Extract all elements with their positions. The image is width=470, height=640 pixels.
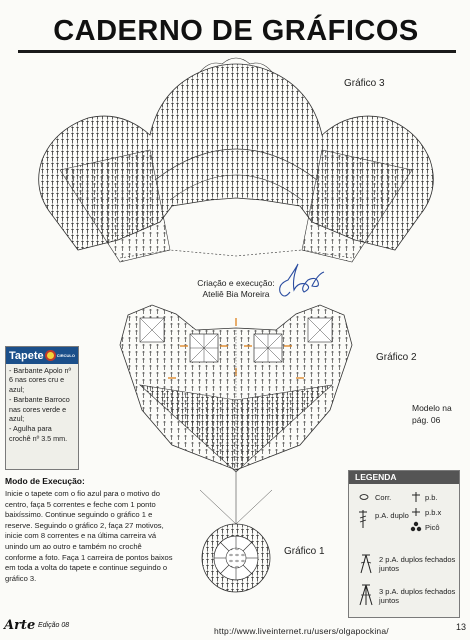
legend-box (348, 470, 460, 618)
single-crochet-icon (411, 491, 421, 503)
double-crochet-icon (357, 509, 369, 529)
grafico-2-diagram (120, 305, 352, 472)
credit-block (186, 278, 286, 300)
page-title: CADERNO DE GRÁFICOS (53, 15, 419, 47)
three-dc-together-icon (357, 583, 375, 607)
modelo-line-1: Modelo na (412, 403, 452, 413)
grafico-3-label: Gráfico 3 (344, 78, 385, 89)
legend-label: Picô (425, 523, 440, 532)
grafico-1-label: Gráfico 1 (284, 546, 325, 557)
legend-label: p.b. (425, 493, 438, 502)
legend-label: Corr. (375, 493, 392, 502)
credit-line-2: Ateliê Bia Moreira (202, 289, 270, 299)
materials-list (6, 364, 78, 443)
grafico-2-label: Gráfico 2 (376, 352, 417, 363)
tapete-title: Tapete (9, 349, 44, 362)
tapete-materials-box (5, 346, 79, 470)
circulo-logo-icon (45, 350, 56, 361)
material-item: - Barbante Barroco nas cores verde e azul; (9, 395, 75, 423)
legend-label: p.b.x (425, 508, 442, 517)
legend-label: 3 p.A. duplos fechados juntos (379, 587, 456, 605)
arte-logo: Arte (4, 618, 36, 633)
chain-stitch-icon (357, 493, 371, 501)
legend-label: p.A. duplo (375, 511, 409, 520)
tapete-header (6, 347, 78, 364)
two-dc-together-icon (357, 553, 375, 575)
designer-signature (276, 262, 332, 304)
legend-label: 2 p.A. duplos fechados juntos (379, 555, 456, 573)
instructions-title: Modo de Execução: (5, 476, 85, 486)
edition-label: Edição 08 (38, 622, 70, 629)
modelo-line-2: pág. 06 (412, 415, 441, 425)
publication-logo (4, 618, 84, 636)
source-url[interactable]: http://www.liveinternet.ru/users/olgapockina/ (214, 626, 389, 636)
instructions-text: Inicie o tapete com o fio azul para o motivo do centro, faça 5 correntes e feche com 1 ponto baixíssimo. Continue seguindo o gráfico 1 e reserve. Seguindo o gráfico 2, faça 27 motivos, inicie com 8 correntes e na última carreira vá unindo um ao outro e também no crochê conforme a foto. Faça 1 carreira de pontos baixos em toda a volta do tapete e continue seguindo o gráfico 3. (5, 489, 173, 583)
material-item: - Barbante Apolo nº 6 nas cores cru e azul; (9, 366, 75, 394)
instructions-block (5, 476, 175, 584)
material-item: - Agulha para crochê nº 3.5 mm. (9, 424, 75, 443)
brand-logo (45, 350, 75, 361)
modelo-note (412, 402, 452, 426)
slip-stitch-icon (411, 507, 421, 517)
credit-line-1: Criação e execução: (197, 278, 275, 288)
legend-title: LEGENDA (349, 471, 459, 484)
picot-icon (410, 521, 422, 533)
grafico-1-diagram (200, 470, 272, 592)
brand-name: CIRCULO (56, 353, 75, 358)
page-number: 13 (456, 622, 467, 632)
